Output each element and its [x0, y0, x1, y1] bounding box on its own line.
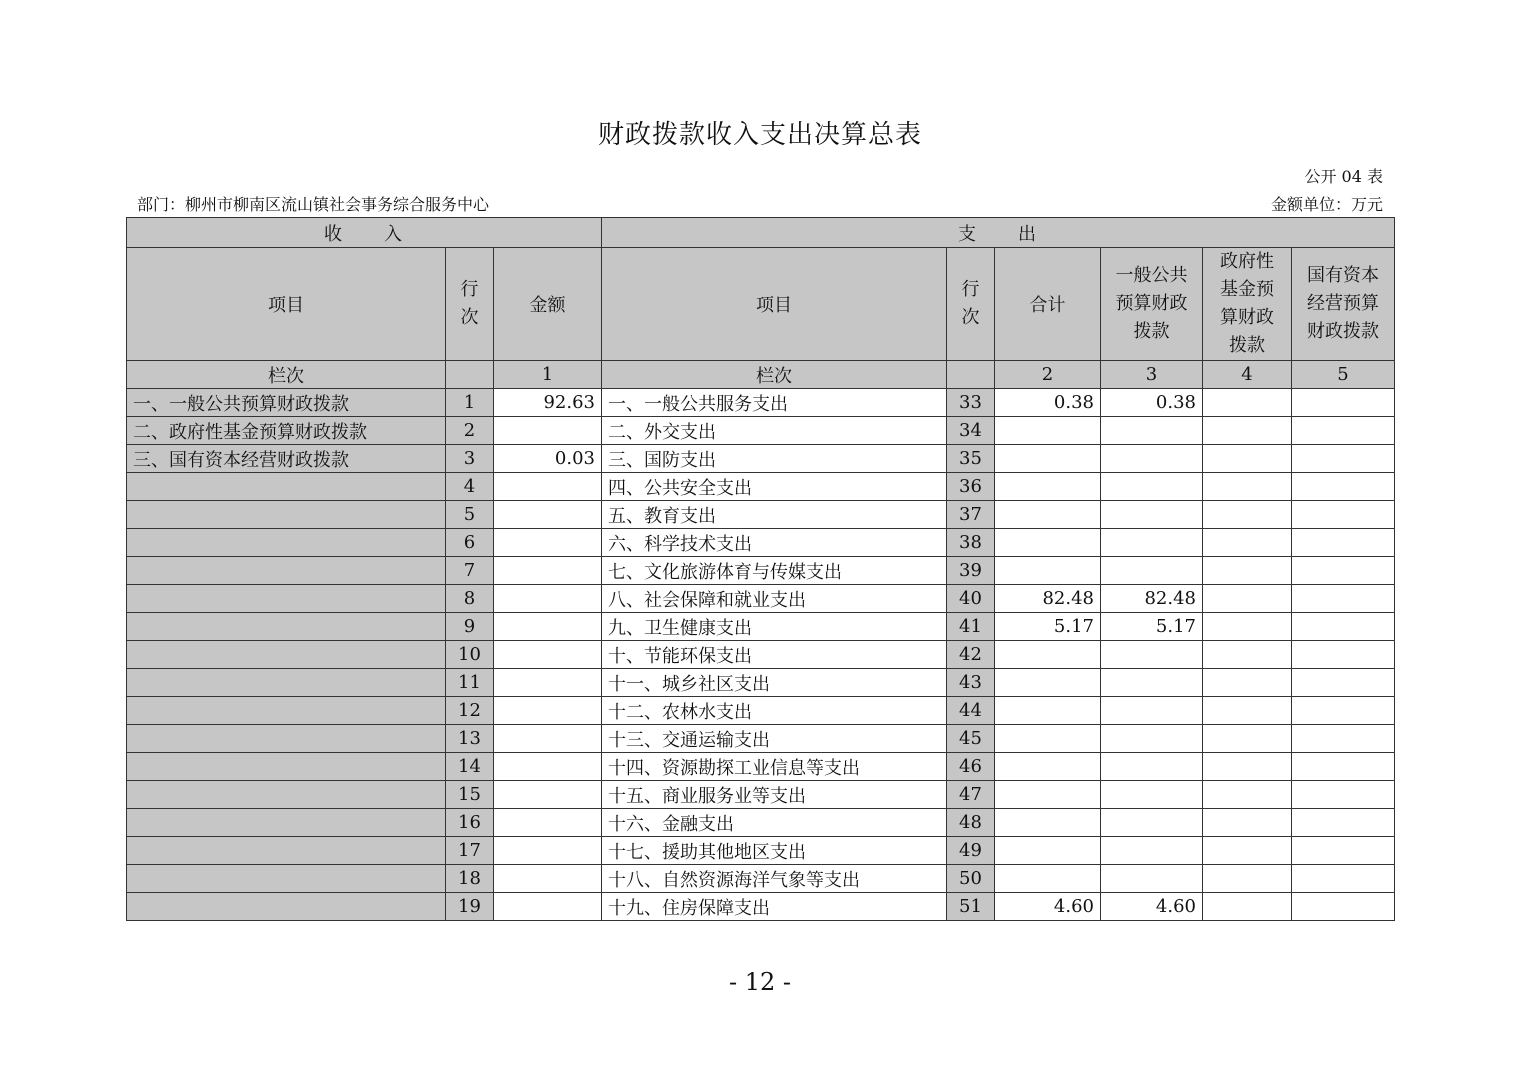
expense-line-no: 44	[947, 697, 995, 725]
income-line-no: 8	[446, 585, 494, 613]
income-amount	[494, 697, 602, 725]
income-amount	[494, 641, 602, 669]
expense-total	[995, 781, 1101, 809]
income-line-no: 10	[446, 641, 494, 669]
expense-state-capital	[1292, 641, 1395, 669]
header-total: 合计	[995, 248, 1101, 361]
expense-line-no: 45	[947, 725, 995, 753]
income-item: 二、政府性基金预算财政拨款	[127, 417, 446, 445]
header-income-line: 行次	[446, 248, 494, 361]
income-line-no: 9	[446, 613, 494, 641]
fiscal-summary-table	[126, 217, 1395, 921]
expense-line-no: 33	[947, 389, 995, 417]
expense-gov-fund	[1203, 725, 1292, 753]
income-line-no: 16	[446, 809, 494, 837]
expense-state-capital	[1292, 585, 1395, 613]
expense-item: 八、社会保障和就业支出	[602, 585, 947, 613]
expense-general-budget	[1101, 725, 1203, 753]
colnum-general: 3	[1101, 361, 1203, 389]
income-item	[127, 781, 446, 809]
expense-state-capital	[1292, 473, 1395, 501]
income-line-no: 4	[446, 473, 494, 501]
header-general-budget: 一般公共预算财政拨款	[1101, 248, 1203, 361]
income-item	[127, 501, 446, 529]
expense-total	[995, 445, 1101, 473]
table-row	[127, 837, 1395, 865]
table-row	[127, 445, 1395, 473]
expense-line-no: 34	[947, 417, 995, 445]
colnum-fund: 4	[1203, 361, 1292, 389]
income-amount	[494, 837, 602, 865]
table-row	[127, 389, 1395, 417]
table-row	[127, 473, 1395, 501]
income-item	[127, 725, 446, 753]
expense-item: 十六、金融支出	[602, 809, 947, 837]
expense-gov-fund	[1203, 893, 1292, 921]
unit-label: 金额单位：万元	[1270, 195, 1383, 214]
expense-gov-fund	[1203, 865, 1292, 893]
expense-line-no: 35	[947, 445, 995, 473]
form-number: 公开 04 表	[1304, 167, 1383, 186]
header-expense-item: 项目	[602, 248, 947, 361]
expense-general-budget	[1101, 445, 1203, 473]
expense-line-no: 46	[947, 753, 995, 781]
expense-gov-fund	[1203, 557, 1292, 585]
expense-state-capital	[1292, 893, 1395, 921]
expense-state-capital	[1292, 613, 1395, 641]
expense-total	[995, 837, 1101, 865]
expense-gov-fund	[1203, 669, 1292, 697]
expense-item: 三、国防支出	[602, 445, 947, 473]
expense-gov-fund	[1203, 417, 1292, 445]
expense-general-budget	[1101, 669, 1203, 697]
expense-line-no: 40	[947, 585, 995, 613]
table-row	[127, 501, 1395, 529]
expense-gov-fund	[1203, 501, 1292, 529]
income-amount: 0.03	[494, 445, 602, 473]
expense-total	[995, 809, 1101, 837]
expense-item: 九、卫生健康支出	[602, 613, 947, 641]
expense-total: 82.48	[995, 585, 1101, 613]
header-state-capital: 国有资本经营预算财政拨款	[1292, 248, 1395, 361]
income-item	[127, 585, 446, 613]
expense-gov-fund	[1203, 837, 1292, 865]
expense-general-budget	[1101, 417, 1203, 445]
expense-general-budget	[1101, 809, 1203, 837]
expense-item: 十一、城乡社区支出	[602, 669, 947, 697]
expense-gov-fund	[1203, 529, 1292, 557]
expense-line-no: 37	[947, 501, 995, 529]
expense-state-capital	[1292, 725, 1395, 753]
expense-general-budget	[1101, 781, 1203, 809]
income-line-no: 5	[446, 501, 494, 529]
table-row	[127, 641, 1395, 669]
page-number: - 12 -	[728, 968, 791, 996]
expense-total	[995, 473, 1101, 501]
expense-item: 十、节能环保支出	[602, 641, 947, 669]
expense-total: 4.60	[995, 893, 1101, 921]
page-title: 财政拨款收入支出决算总表	[597, 120, 922, 150]
colnum-total: 2	[995, 361, 1101, 389]
expense-general-budget	[1101, 697, 1203, 725]
colnum-state: 5	[1292, 361, 1395, 389]
expense-general-budget: 5.17	[1101, 613, 1203, 641]
income-line-no: 3	[446, 445, 494, 473]
expense-total: 0.38	[995, 389, 1101, 417]
income-item	[127, 641, 446, 669]
expense-general-budget: 0.38	[1101, 389, 1203, 417]
expense-line-no: 43	[947, 669, 995, 697]
expense-total	[995, 641, 1101, 669]
income-line-no: 2	[446, 417, 494, 445]
income-item	[127, 893, 446, 921]
header-expense-line: 行次	[947, 248, 995, 361]
table-row	[127, 893, 1395, 921]
expense-general-budget	[1101, 529, 1203, 557]
expense-state-capital	[1292, 501, 1395, 529]
header-gov-fund: 政府性基金预算财政拨款	[1203, 248, 1292, 361]
expense-item: 四、公共安全支出	[602, 473, 947, 501]
expense-general-budget	[1101, 753, 1203, 781]
department-label: 部门：柳州市柳南区流山镇社会事务综合服务中心	[137, 195, 490, 214]
income-amount	[494, 557, 602, 585]
expense-total	[995, 417, 1101, 445]
income-line-no: 12	[446, 697, 494, 725]
expense-item: 一、一般公共服务支出	[602, 389, 947, 417]
income-item	[127, 837, 446, 865]
expense-item: 十七、援助其他地区支出	[602, 837, 947, 865]
income-line-no: 11	[446, 669, 494, 697]
expense-item: 十九、住房保障支出	[602, 893, 947, 921]
expense-gov-fund	[1203, 697, 1292, 725]
expense-line-no: 36	[947, 473, 995, 501]
expense-general-budget	[1101, 865, 1203, 893]
expense-gov-fund	[1203, 473, 1292, 501]
expense-state-capital	[1292, 865, 1395, 893]
table-row	[127, 557, 1395, 585]
income-amount	[494, 865, 602, 893]
income-item	[127, 865, 446, 893]
expense-line-no: 38	[947, 529, 995, 557]
expense-item: 十八、自然资源海洋气象等支出	[602, 865, 947, 893]
expense-gov-fund	[1203, 445, 1292, 473]
table-row	[127, 725, 1395, 753]
income-line-no: 6	[446, 529, 494, 557]
income-item	[127, 613, 446, 641]
income-amount	[494, 417, 602, 445]
table-row	[127, 781, 1395, 809]
colnum-label: 栏次	[127, 361, 446, 389]
expense-total	[995, 529, 1101, 557]
expense-total	[995, 669, 1101, 697]
income-line-no: 14	[446, 753, 494, 781]
header-income-item: 项目	[127, 248, 446, 361]
expense-item: 十二、农林水支出	[602, 697, 947, 725]
expense-total	[995, 501, 1101, 529]
income-amount	[494, 501, 602, 529]
expense-state-capital	[1292, 445, 1395, 473]
expense-line-no: 48	[947, 809, 995, 837]
income-section-header: 收 入	[127, 218, 602, 248]
expense-general-budget: 82.48	[1101, 585, 1203, 613]
header-amount: 金额	[494, 248, 602, 361]
expense-state-capital	[1292, 837, 1395, 865]
expense-state-capital	[1292, 669, 1395, 697]
income-line-no: 1	[446, 389, 494, 417]
income-item	[127, 473, 446, 501]
income-item	[127, 529, 446, 557]
income-item	[127, 557, 446, 585]
table-row	[127, 417, 1395, 445]
expense-general-budget	[1101, 501, 1203, 529]
expense-line-no: 49	[947, 837, 995, 865]
expense-line-no: 42	[947, 641, 995, 669]
expense-gov-fund	[1203, 585, 1292, 613]
expense-total	[995, 557, 1101, 585]
income-amount	[494, 473, 602, 501]
expense-line-no: 41	[947, 613, 995, 641]
expense-line-no: 39	[947, 557, 995, 585]
expense-gov-fund	[1203, 781, 1292, 809]
table-row	[127, 669, 1395, 697]
table-row	[127, 613, 1395, 641]
expense-line-no: 47	[947, 781, 995, 809]
expense-general-budget	[1101, 473, 1203, 501]
expense-state-capital	[1292, 753, 1395, 781]
expense-total	[995, 697, 1101, 725]
expense-item: 六、科学技术支出	[602, 529, 947, 557]
expense-general-budget	[1101, 557, 1203, 585]
income-amount	[494, 529, 602, 557]
expense-total	[995, 753, 1101, 781]
income-line-no: 18	[446, 865, 494, 893]
income-amount	[494, 781, 602, 809]
table-row	[127, 585, 1395, 613]
income-item: 一、一般公共预算财政拨款	[127, 389, 446, 417]
colnum-amount: 1	[494, 361, 602, 389]
expense-total	[995, 865, 1101, 893]
expense-item: 五、教育支出	[602, 501, 947, 529]
income-amount	[494, 613, 602, 641]
expense-gov-fund	[1203, 753, 1292, 781]
income-amount	[494, 893, 602, 921]
expense-general-budget	[1101, 641, 1203, 669]
table-row	[127, 865, 1395, 893]
table-row	[127, 753, 1395, 781]
income-amount	[494, 809, 602, 837]
income-line-no: 7	[446, 557, 494, 585]
colnum-line-2	[947, 361, 995, 389]
income-line-no: 19	[446, 893, 494, 921]
expense-total: 5.17	[995, 613, 1101, 641]
income-line-no: 17	[446, 837, 494, 865]
expense-state-capital	[1292, 781, 1395, 809]
expense-state-capital	[1292, 529, 1395, 557]
colnum-label-2: 栏次	[602, 361, 947, 389]
expense-general-budget: 4.60	[1101, 893, 1203, 921]
income-item	[127, 753, 446, 781]
table-row	[127, 529, 1395, 557]
income-item	[127, 809, 446, 837]
table-row	[127, 809, 1395, 837]
income-line-no: 15	[446, 781, 494, 809]
expense-item: 十四、资源勘探工业信息等支出	[602, 753, 947, 781]
expense-section-header: 支 出	[602, 218, 1395, 248]
income-line-no: 13	[446, 725, 494, 753]
expense-state-capital	[1292, 389, 1395, 417]
expense-item: 二、外交支出	[602, 417, 947, 445]
expense-state-capital	[1292, 697, 1395, 725]
colnum-line	[446, 361, 494, 389]
expense-general-budget	[1101, 837, 1203, 865]
expense-line-no: 51	[947, 893, 995, 921]
income-amount	[494, 669, 602, 697]
expense-gov-fund	[1203, 613, 1292, 641]
income-item	[127, 669, 446, 697]
expense-item: 七、文化旅游体育与传媒支出	[602, 557, 947, 585]
income-item	[127, 697, 446, 725]
expense-state-capital	[1292, 417, 1395, 445]
expense-gov-fund	[1203, 809, 1292, 837]
income-amount	[494, 585, 602, 613]
income-amount	[494, 725, 602, 753]
income-item: 三、国有资本经营财政拨款	[127, 445, 446, 473]
income-amount: 92.63	[494, 389, 602, 417]
expense-item: 十五、商业服务业等支出	[602, 781, 947, 809]
expense-gov-fund	[1203, 641, 1292, 669]
income-amount	[494, 753, 602, 781]
table-row	[127, 697, 1395, 725]
expense-total	[995, 725, 1101, 753]
expense-state-capital	[1292, 809, 1395, 837]
expense-line-no: 50	[947, 865, 995, 893]
expense-state-capital	[1292, 557, 1395, 585]
expense-gov-fund	[1203, 389, 1292, 417]
expense-item: 十三、交通运输支出	[602, 725, 947, 753]
